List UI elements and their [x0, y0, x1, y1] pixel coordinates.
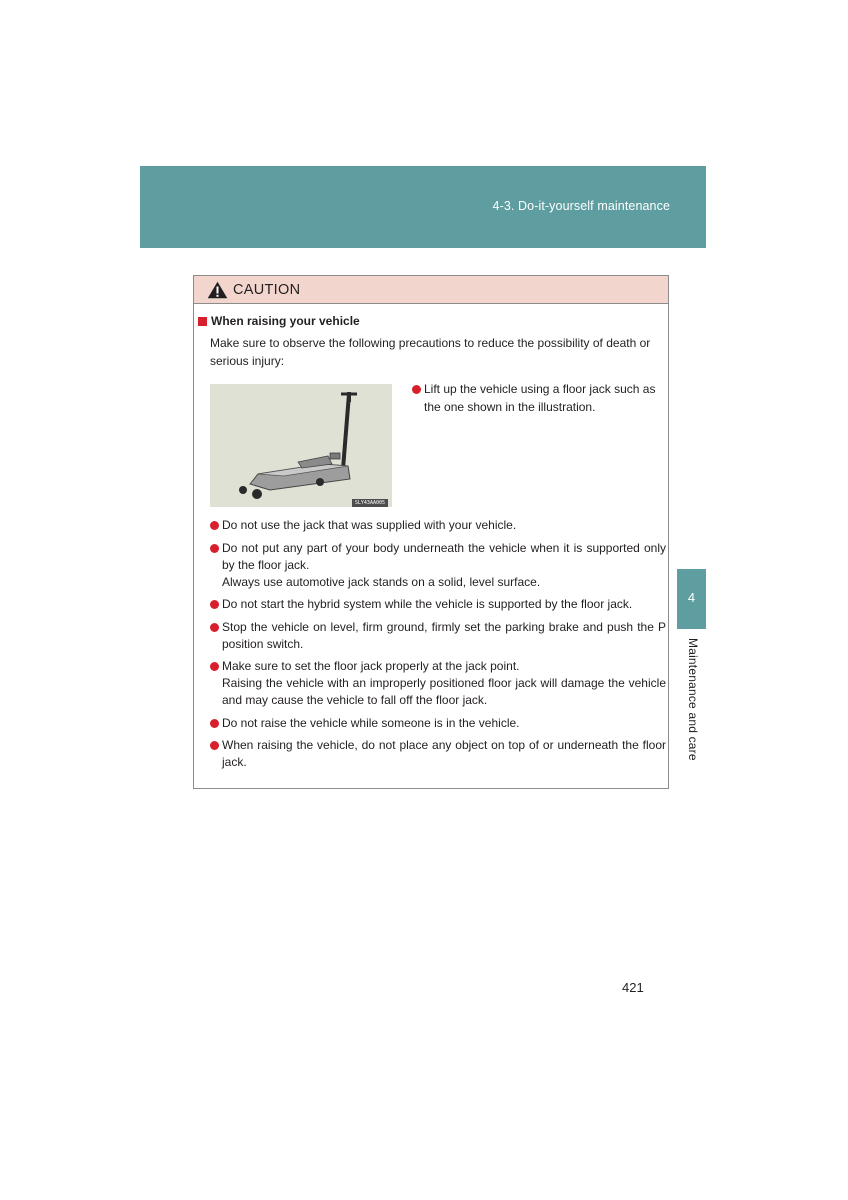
header-band	[140, 166, 706, 248]
list-item-text: Do not use the jack that was supplied with your vehicle.	[222, 518, 517, 532]
floor-jack-icon	[210, 384, 392, 507]
chapter-tab: 4	[677, 569, 706, 629]
page-number: 421	[622, 980, 644, 995]
warning-triangle-icon	[207, 281, 228, 299]
list-item-text: Always use automotive jack stands on a solid, level surface.	[222, 574, 541, 589]
bullet-icon	[210, 600, 219, 609]
bullet-icon	[210, 662, 219, 671]
list-item-text: Do not raise the vehicle while someone is in the vehicle.	[222, 715, 520, 730]
list-item	[210, 715, 666, 732]
list-item	[210, 619, 666, 653]
section-title: 4-3. Do-it-yourself maintenance	[492, 199, 670, 213]
bullet-icon	[210, 544, 219, 553]
figure-bullet	[412, 381, 664, 416]
figure-bullet-text: Lift up the vehicle using a floor jack such as the one shown in the illustration.	[424, 382, 656, 414]
intro-text: Make sure to observe the following precautions to reduce the possibility of death or serious injury:	[210, 336, 651, 368]
bullet-icon	[210, 521, 219, 530]
list-item-text: Do not put any part of your body underneath the vehicle when it is supported only by the floor jack.	[222, 540, 666, 572]
list-item-text: Stop the vehicle on level, firm ground, firmly set the parking brake and push the P position switch.	[222, 619, 666, 651]
subheading-text: When raising your vehicle	[211, 314, 360, 328]
list-item	[210, 737, 666, 771]
list-item	[210, 658, 666, 709]
square-bullet-icon	[198, 317, 207, 326]
list-item-text: Do not start the hybrid system while the vehicle is supported by the floor jack.	[222, 597, 633, 611]
bullet-icon	[210, 623, 219, 632]
list-item-text: Make sure to set the floor jack properly at the jack point.	[222, 659, 520, 673]
list-item	[210, 540, 666, 591]
caution-box	[193, 275, 669, 789]
list-item-text: Raising the vehicle with an improperly positioned floor jack will damage the vehicle and may cause the vehicle to fall off the floor jack.	[222, 676, 666, 707]
bullet-list	[210, 517, 666, 777]
figure-code: SLY43AA005	[352, 499, 388, 507]
subheading	[198, 314, 360, 328]
bullet-icon	[412, 385, 421, 394]
caution-title: CAUTION	[233, 281, 301, 298]
floor-jack-illustration	[210, 384, 392, 507]
bullet-icon	[210, 741, 219, 750]
list-item	[210, 596, 666, 613]
list-item	[210, 517, 666, 534]
chapter-label: Maintenance and care	[686, 638, 700, 761]
bullet-icon	[210, 719, 219, 728]
caution-header	[194, 276, 668, 304]
list-item-text: When raising the vehicle, do not place any object on top of or underneath the floor jack.	[222, 738, 666, 769]
